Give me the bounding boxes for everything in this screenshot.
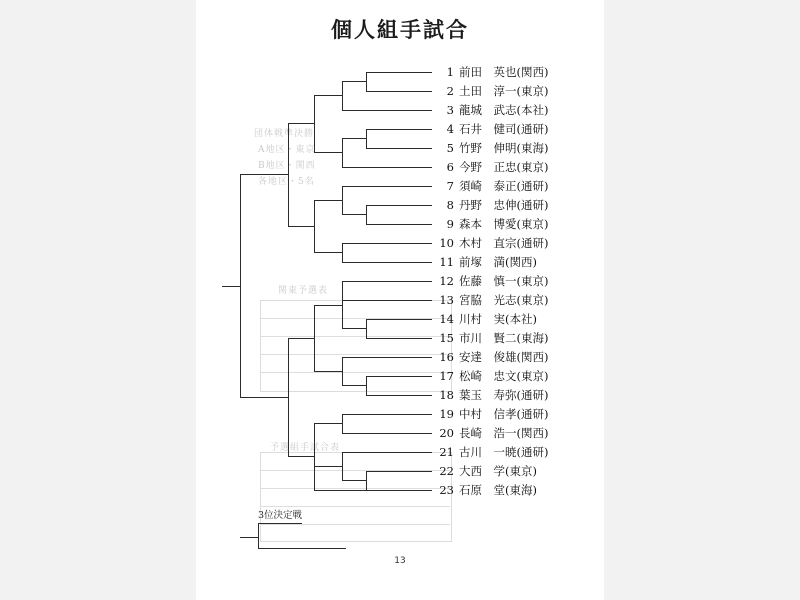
bracket-entry	[434, 216, 548, 232]
bracket-line	[314, 200, 315, 252]
bracket-line	[288, 456, 314, 457]
entry-name: 葉玉 寿弥(通研)	[459, 388, 549, 402]
entry-name: 丹野 忠伸(通研)	[459, 198, 549, 212]
entry-number: 1	[446, 65, 454, 79]
entry-name: 今野 正忠(東京)	[459, 160, 549, 174]
bracket-line	[366, 471, 432, 472]
bleed-through-text-1: 団体戦準決勝	[254, 129, 315, 139]
bracket-line	[240, 537, 258, 538]
entry-name: 長崎 浩一(関西)	[459, 426, 549, 440]
entry-number: 21	[439, 445, 454, 459]
bracket-line	[258, 523, 259, 548]
entry-number: 10	[439, 236, 454, 250]
entry-number: 19	[439, 407, 454, 421]
bracket-line	[314, 95, 342, 96]
bracket-line	[342, 262, 432, 263]
bracket-line	[288, 123, 289, 226]
bracket-line	[342, 328, 366, 329]
bleed-through-text-6: 予選組手試合表	[270, 443, 341, 453]
bracket-line	[342, 452, 432, 453]
entry-name: 須崎 泰正(通研)	[459, 179, 549, 193]
bracket-entry	[434, 273, 548, 289]
entry-name: 川村 実(本社)	[459, 312, 537, 326]
entry-name: 大西 学(東京)	[459, 464, 537, 478]
paper-sheet	[196, 0, 604, 600]
bracket-line	[342, 452, 343, 480]
bracket-line	[314, 95, 315, 152]
bracket-entry	[434, 140, 548, 156]
bracket-line	[342, 300, 432, 301]
bracket-entry	[434, 482, 537, 498]
bracket-line	[342, 357, 432, 358]
entry-number: 5	[446, 141, 454, 155]
bracket-line	[314, 305, 342, 306]
bracket-line	[366, 319, 367, 338]
entry-name: 宮脇 光志(東京)	[459, 293, 549, 307]
entry-name: 佐藤 慎一(東京)	[459, 274, 549, 288]
bracket-line	[342, 357, 343, 385]
entry-name: 竹野 伸明(東海)	[459, 141, 549, 155]
entry-name: 中村 信孝(通研)	[459, 407, 549, 421]
bleed-through-text-5: 関東予選表	[278, 286, 329, 296]
bracket-line	[314, 423, 315, 490]
bracket-entry	[434, 330, 548, 346]
bracket-line	[240, 174, 288, 175]
bracket-line	[342, 138, 343, 167]
bracket-line	[342, 81, 343, 110]
bracket-line	[240, 397, 288, 398]
bracket-line	[240, 174, 241, 397]
bracket-line	[342, 385, 366, 386]
bracket-line	[342, 414, 343, 433]
entry-number: 16	[439, 350, 454, 364]
entry-name: 市川 賢二(東海)	[459, 331, 549, 345]
scan-margin-right	[604, 0, 800, 600]
bracket-entry	[434, 463, 537, 479]
entry-number: 18	[439, 388, 454, 402]
bracket-entry	[434, 102, 548, 118]
bleed-through-text-2: A地区・東京	[258, 145, 316, 155]
page-title: 個人組手試合	[331, 17, 469, 42]
bracket-line	[366, 376, 367, 395]
bracket-line	[258, 523, 302, 524]
entry-name: 安達 俊雄(関西)	[459, 350, 549, 364]
entry-number: 14	[439, 312, 454, 326]
entry-name: 前塚 満(関西)	[459, 255, 537, 269]
bracket-entry	[434, 387, 548, 403]
bracket-line	[366, 395, 432, 396]
bracket-entry	[434, 349, 548, 365]
bracket-line	[314, 423, 342, 424]
bracket-line	[342, 138, 366, 139]
entry-name: 龍城 武志(本社)	[459, 103, 549, 117]
bracket-line	[342, 81, 366, 82]
bracket-line	[342, 281, 343, 328]
bracket-line	[342, 281, 432, 282]
bracket-line	[342, 414, 432, 415]
bracket-line	[288, 226, 314, 227]
bracket-line	[366, 376, 432, 377]
bracket-line	[314, 252, 342, 253]
bracket-line	[366, 129, 367, 148]
bracket-line	[366, 471, 367, 490]
entry-number: 22	[439, 464, 454, 478]
bracket-line	[366, 205, 432, 206]
bracket-line	[342, 480, 366, 481]
entry-number: 4	[446, 122, 454, 136]
entry-number: 12	[439, 274, 454, 288]
entry-number: 11	[439, 255, 454, 269]
entry-name: 土田 淳一(東京)	[459, 84, 549, 98]
bracket-line	[314, 200, 342, 201]
bracket-line	[314, 466, 342, 467]
entry-name: 松崎 忠文(東京)	[459, 369, 549, 383]
bracket-entry	[434, 197, 548, 213]
entry-number: 8	[446, 198, 454, 212]
entry-number: 20	[439, 426, 454, 440]
bracket-entry	[434, 311, 537, 327]
third-place-label: 3位決定戦	[258, 510, 303, 521]
entry-name: 石原 堂(東海)	[459, 483, 537, 497]
bracket-line	[342, 214, 366, 215]
bracket-line	[366, 72, 432, 73]
entry-name: 石井 健司(通研)	[459, 122, 549, 136]
scan-margin-left	[0, 0, 196, 600]
bracket-entry	[434, 159, 548, 175]
bracket-line	[366, 205, 367, 224]
bracket-entry	[434, 235, 548, 251]
tournament-bracket	[196, 50, 604, 550]
bracket-line	[288, 123, 314, 124]
bracket-line	[342, 243, 343, 262]
bracket-line	[342, 243, 432, 244]
bracket-line	[222, 286, 240, 287]
entry-number: 13	[439, 293, 454, 307]
bracket-line	[342, 186, 432, 187]
bracket-entry	[434, 425, 548, 441]
bracket-line	[258, 548, 346, 549]
bracket-line	[342, 433, 432, 434]
bracket-line	[342, 167, 432, 168]
bleed-through-text-4: 各地区・5名	[258, 177, 315, 187]
bracket-line	[366, 72, 367, 91]
page-number: 13	[394, 556, 406, 566]
bracket-line	[288, 338, 314, 339]
bracket-line	[314, 305, 315, 371]
entry-name: 前田 英也(関西)	[459, 65, 549, 79]
bracket-entry	[434, 254, 537, 270]
bracket-line	[342, 186, 343, 214]
bracket-line	[366, 338, 432, 339]
entry-number: 2	[446, 84, 454, 98]
bracket-line	[314, 490, 432, 491]
bracket-entry	[434, 444, 548, 460]
bracket-line	[288, 338, 289, 456]
bleed-through-text-3: B地区・関西	[258, 161, 316, 171]
bracket-line	[366, 148, 432, 149]
entry-number: 17	[439, 369, 454, 383]
bracket-line	[366, 319, 432, 320]
bracket-entry	[434, 121, 548, 137]
entry-name: 木村 直宗(通研)	[459, 236, 549, 250]
bracket-entry	[434, 64, 548, 80]
entry-number: 6	[446, 160, 454, 174]
entry-number: 15	[439, 331, 454, 345]
bracket-entry	[434, 292, 548, 308]
bracket-entry	[434, 83, 548, 99]
bracket-line	[314, 152, 342, 153]
bracket-line	[366, 224, 432, 225]
bracket-line	[366, 129, 432, 130]
bracket-line	[366, 91, 432, 92]
bracket-entry	[434, 406, 548, 422]
entry-name: 古川 一暁(通研)	[459, 445, 549, 459]
bracket-entry	[434, 368, 548, 384]
entry-name: 森本 博愛(東京)	[459, 217, 549, 231]
bracket-line	[342, 110, 432, 111]
entry-number: 7	[446, 179, 454, 193]
bracket-entry	[434, 178, 548, 194]
entry-number: 9	[446, 217, 454, 231]
bracket-line	[314, 371, 342, 372]
entry-number: 23	[439, 483, 454, 497]
entry-number: 3	[446, 103, 454, 117]
